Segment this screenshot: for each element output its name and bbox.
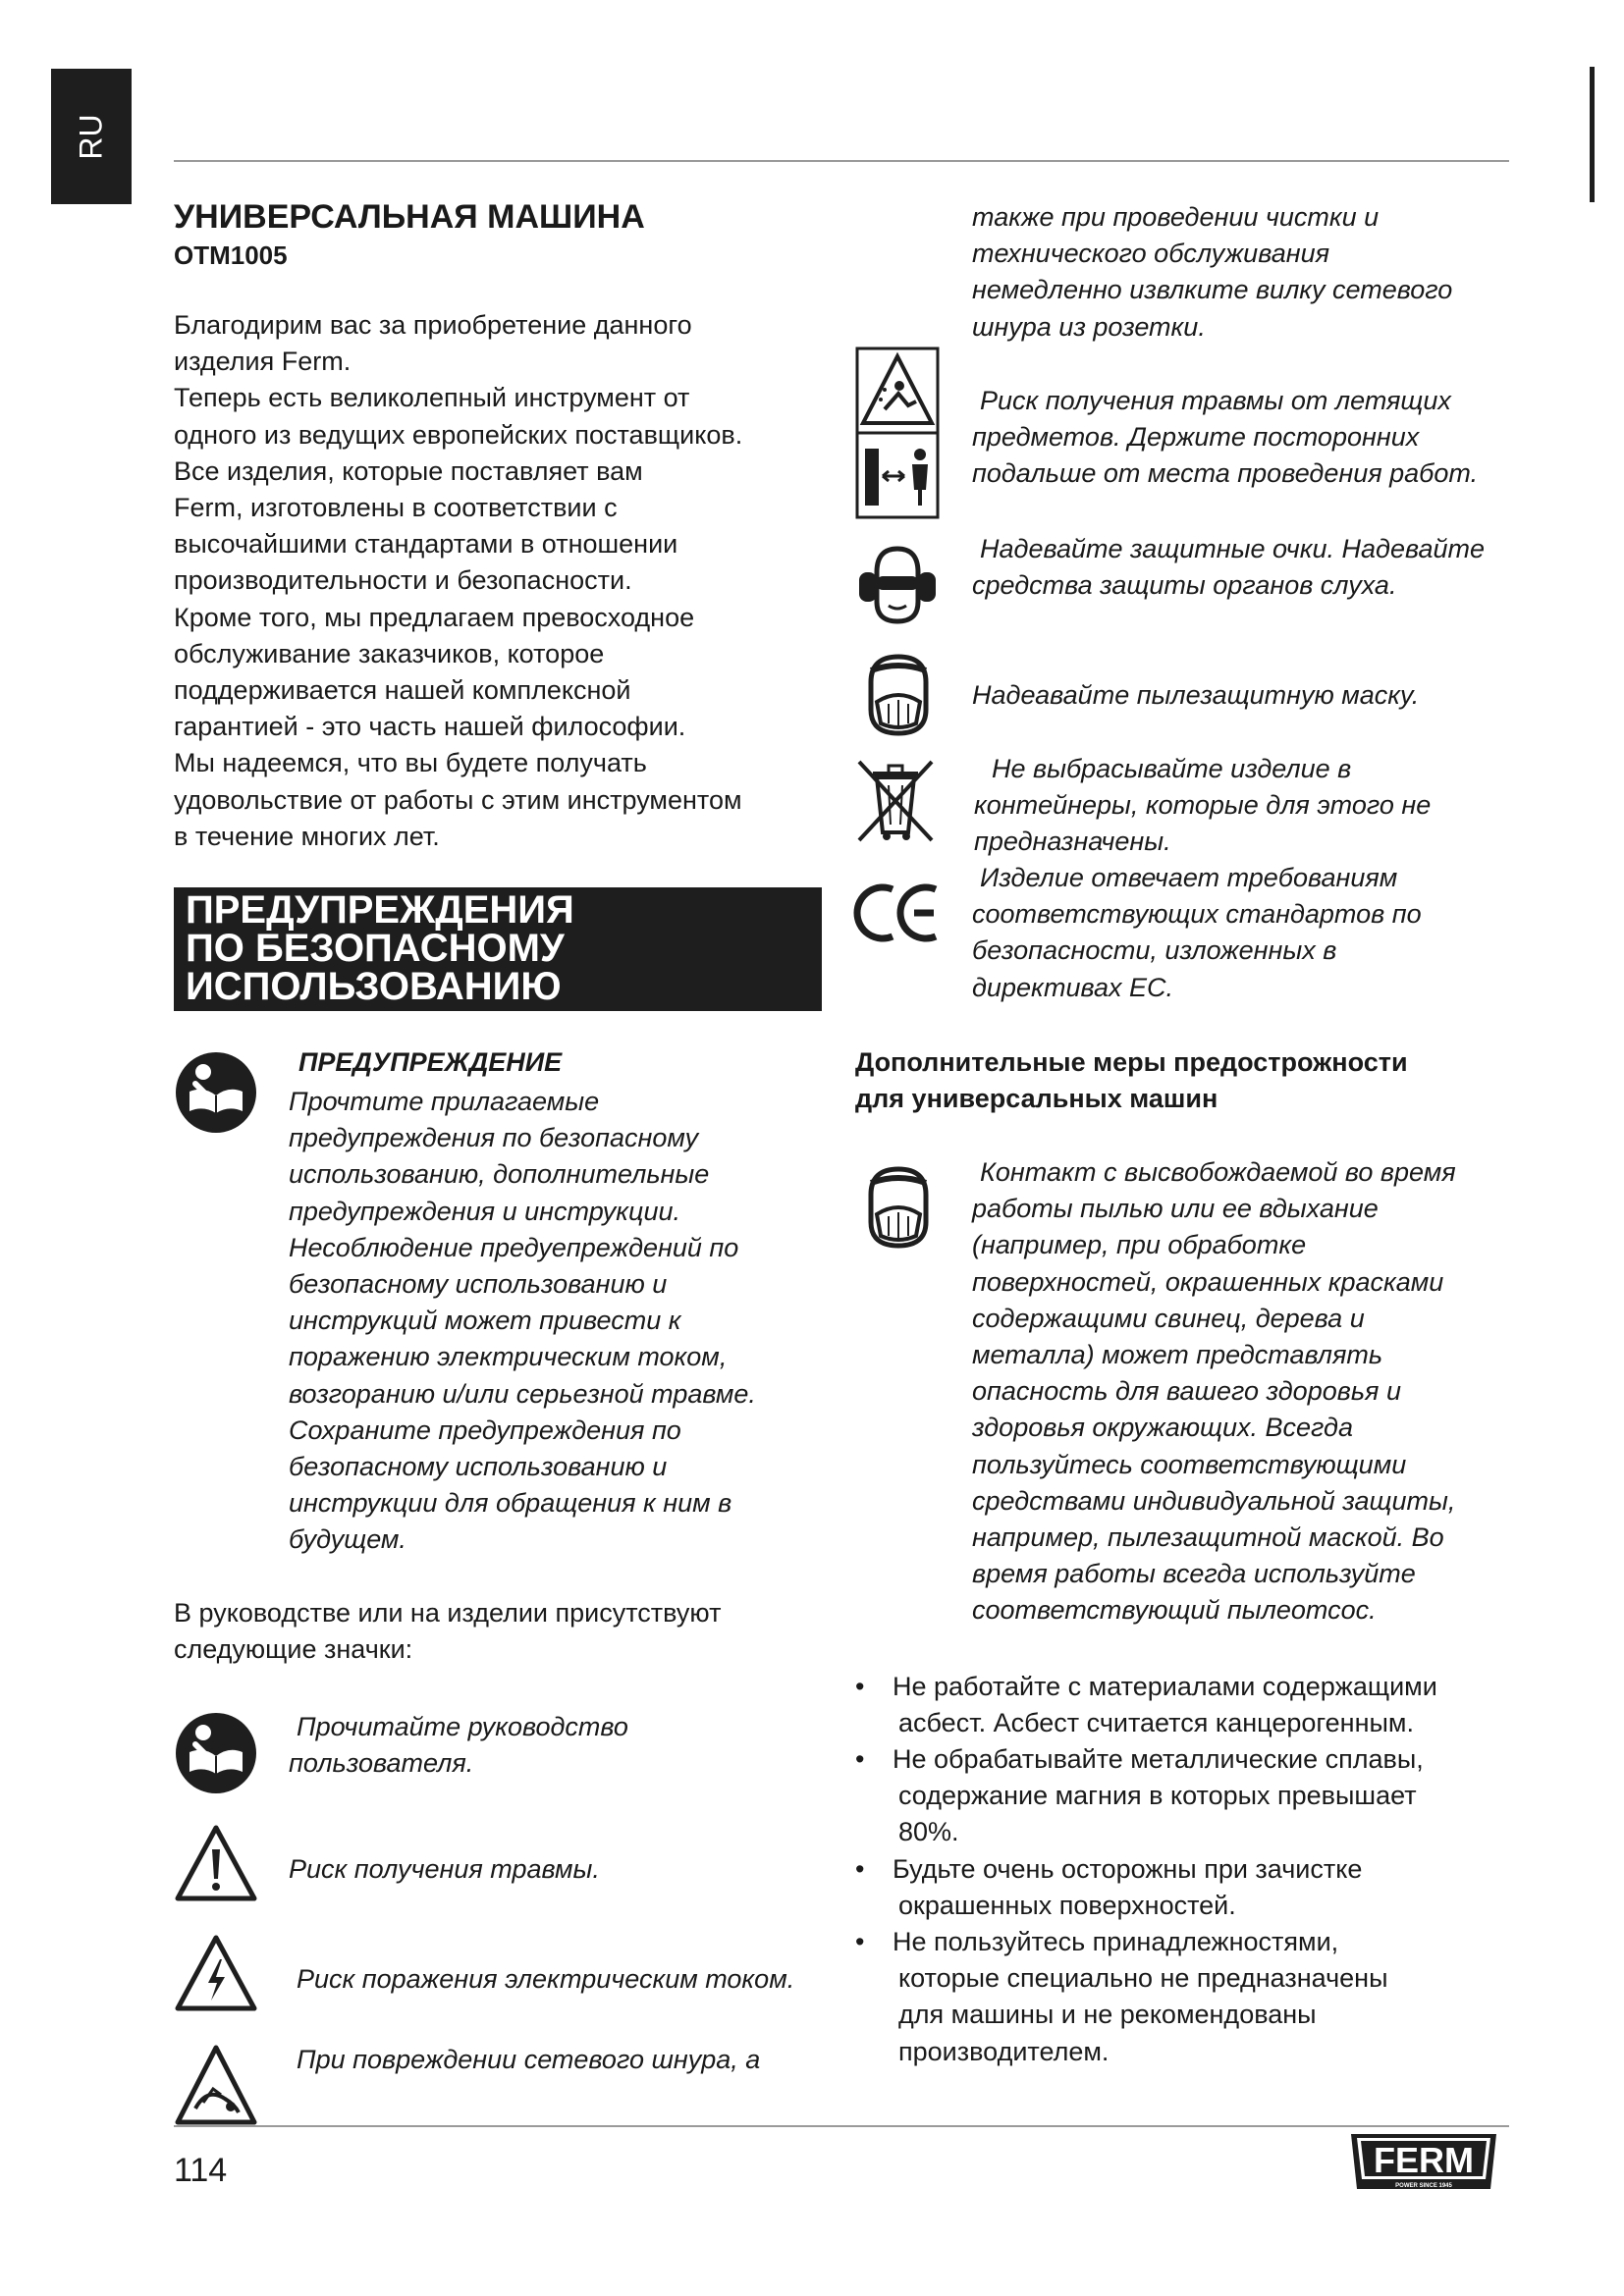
dust-warning-line: соответствующий пылеотсос. xyxy=(972,1595,1377,1626)
ce-mark-icon xyxy=(853,883,942,942)
intro-line: Кроме того, мы предлагаем превосходное xyxy=(174,602,695,632)
intro-line: Мы надеемся, что вы будете получать xyxy=(174,748,647,778)
dust-warning-line: время работы всегда используйте xyxy=(972,1559,1416,1589)
warning-triangle-icon xyxy=(174,1824,258,1902)
precautions-list: • Не работайте с материалами содержащими асбест. Асбест считается канцерогенным. • Не обрабатывайте металлические сплавы, содержание магния в которых превышает 80%. • Будьте очень осторожны при зачистке окрашенных поверхностей. • Не пользуйтесь принадлежностями, которые специально не предназначены для машины и не рекомендованы производителем. xyxy=(855,1669,1523,2179)
symbol-desc-line: предметов. Держите посторонних xyxy=(972,422,1420,453)
warning-line: предупреждения и инструкции. xyxy=(289,1196,681,1226)
list-item-line: Будьте очень осторожны при зачистке xyxy=(893,1854,1363,1884)
symbol-desc-line: контейнеры, которые для этого не xyxy=(974,790,1432,821)
dust-warning-line: содержащими свинец, дерева и xyxy=(972,1303,1365,1333)
warning-line: безопасному использованию и xyxy=(289,1269,668,1300)
dust-warning-line: опасность для вашего здоровья и xyxy=(972,1376,1401,1407)
intro-line: Теперь есть великолепный инструмент от xyxy=(174,383,690,413)
intro-line: одного из ведущих европейских поставщиков. xyxy=(174,419,743,450)
symbol-desc-cord: При повреждении сетевого шнура, а xyxy=(297,2045,761,2074)
dust-warning-line: поверхностей, окрашенных красками xyxy=(972,1266,1444,1297)
crossed-bin-icon xyxy=(853,756,938,844)
dust-warning-line: средствами индивидуальной защиты, xyxy=(972,1485,1456,1516)
list-item-line: которые специально не предназначены xyxy=(898,1963,1388,1994)
list-item-line: асбест. Асбест считается канцерогенным. xyxy=(898,1708,1414,1738)
banner-line: ПРЕДУПРЕЖДЕНИЯ xyxy=(186,888,574,932)
page-title: УНИВЕРСАЛЬНАЯ МАШИНА xyxy=(174,198,645,236)
electric-shock-icon xyxy=(174,1934,258,2012)
intro-line: высочайшими стандартами в отношении xyxy=(174,529,678,560)
symbol-desc-line: Надевайте защитные очки. Надевайте xyxy=(980,534,1486,563)
warning-line: Сохраните предупреждения по xyxy=(289,1415,681,1445)
heading-line: Дополнительные меры предострожности xyxy=(855,1047,1408,1077)
symbol-desc-manual xyxy=(289,1709,839,1782)
warning-line: предупреждения по безопасному xyxy=(289,1123,699,1153)
banner-line: ПО БЕЗОПАСНОМУ xyxy=(186,927,565,970)
intro-line: удовольствие от работы с этим инструментом xyxy=(174,784,742,815)
list-item-line: Не работайте с материалами содержащими xyxy=(893,1672,1437,1701)
model-number: OTM1005 xyxy=(174,240,288,270)
header-rule xyxy=(174,160,1509,162)
manual-icon xyxy=(174,1711,258,1795)
warning-line: возгоранию и/или серьезной травме. xyxy=(289,1378,756,1409)
symbol-desc-line: Прочитайте руководство xyxy=(297,1712,628,1741)
symbol-desc-line: технического обслуживания xyxy=(972,239,1330,269)
warning-heading: ПРЕДУПРЕЖДЕНИЕ xyxy=(298,1047,563,1077)
symbol-desc-line: подальше от места проведения работ. xyxy=(972,458,1479,489)
symbol-desc-flying-objects xyxy=(972,383,1522,493)
list-item-line: производителем. xyxy=(898,2036,1110,2066)
brand-name: FERM xyxy=(1374,2140,1474,2180)
symbol-desc-line: предназначены. xyxy=(974,827,1171,857)
banner-line: ИСПОЛЬЗОВАНИЮ xyxy=(186,965,562,1008)
cord-damage-icon xyxy=(174,2044,258,2126)
warning-line: будущем. xyxy=(289,1524,406,1555)
symbols-intro xyxy=(174,1595,841,1668)
footer-rule xyxy=(174,2125,1509,2127)
symbol-desc-line: соответствующих стандартов по xyxy=(972,899,1422,930)
intro-line: изделия Ferm. xyxy=(174,347,352,377)
dust-warning-line: работы пылью или ее вдыхание xyxy=(972,1194,1379,1224)
symbol-desc-disposal xyxy=(974,751,1524,861)
symbol-desc-injury: Риск получения травмы. xyxy=(289,1854,600,1884)
symbol-desc-line: Риск получения травмы от летящих xyxy=(980,386,1451,415)
symbol-desc-dust-mask: Надеавайте пылезащитную маску. xyxy=(972,680,1420,710)
warning-line: поражению электрическим током, xyxy=(289,1342,728,1372)
manual-icon xyxy=(174,1050,258,1135)
list-item-line: Не обрабатывайте металлические сплавы, xyxy=(893,1744,1424,1774)
intro-line: обслуживание заказчиков, которое xyxy=(174,638,605,668)
symbol-desc-line: средства защиты органов слуха. xyxy=(972,570,1397,601)
warning-line: безопасному использованию и xyxy=(289,1452,668,1482)
intro-line: производительности и безопасности. xyxy=(174,565,632,596)
list-item-line: 80%. xyxy=(898,1817,959,1847)
intro-line: Ferm, изготовлены в соответствии с xyxy=(174,493,618,523)
symbol-desc-goggles xyxy=(972,531,1522,604)
heading-line: для универсальных машин xyxy=(855,1084,1218,1113)
list-item-line: для машины и не рекомендованы xyxy=(898,2000,1317,2030)
intro-line: Благодирим вас за приобретение данного xyxy=(174,310,692,340)
symbol-desc-cord-continued xyxy=(972,199,1522,346)
additional-precautions-heading xyxy=(855,1044,1523,1117)
flying-objects-icon xyxy=(855,347,940,519)
list-item-line: окрашенных поверхностей. xyxy=(898,1891,1236,1921)
list-item-line: Не пользуйтесь принадлежностями, xyxy=(893,1927,1339,1956)
warning-line: Несоблюдение предуепреждений по xyxy=(289,1232,739,1262)
warning-line: использованию, дополнительные xyxy=(289,1159,710,1190)
warning-text xyxy=(289,1084,839,1559)
dust-warning-line: здоровья окружающих. Всегда xyxy=(972,1413,1353,1443)
symbol-desc-line: шнура из розетки. xyxy=(972,311,1206,342)
symbol-desc-line: пользователя. xyxy=(289,1748,474,1779)
dust-warning-line: металла) может представлять xyxy=(972,1340,1383,1370)
intro-line: поддерживается нашей комплексной xyxy=(174,675,631,706)
dust-mask-icon xyxy=(863,1165,934,1250)
warning-line: Прочтите прилагаемые xyxy=(289,1087,600,1116)
intro-line: в течение многих лет. xyxy=(174,821,440,851)
symbol-desc-line: директивах ЕС. xyxy=(972,972,1174,1002)
symbol-desc-line: немедленно извлките вилку сетевого xyxy=(972,275,1453,305)
dust-warning-line: (например, при обработке xyxy=(972,1230,1307,1260)
symbol-desc-line: также при проведении чистки и xyxy=(972,202,1380,232)
symbol-desc-line: Не выбрасывайте изделие в xyxy=(992,754,1352,783)
dust-warning-text xyxy=(972,1154,1542,1629)
warning-line: инструкций может привести к xyxy=(289,1306,681,1336)
goggles-earmuffs-icon xyxy=(855,543,940,627)
intro-line: Все изделия, которые поставляет вам xyxy=(174,455,643,486)
symbol-desc-line: безопасности, изложенных в xyxy=(972,935,1337,966)
dust-warning-line: Контакт с высвобождаемой во время xyxy=(980,1157,1456,1187)
intro-line: гарантией - это часть нашей философии. xyxy=(174,712,686,742)
intro-paragraph xyxy=(174,307,841,855)
language-tab xyxy=(51,69,132,204)
symbols-intro-line: следующие значки: xyxy=(174,1634,413,1665)
safety-banner xyxy=(174,887,822,1011)
symbol-desc-ce xyxy=(972,860,1522,1006)
warning-line: инструкции для обращения к ним в xyxy=(289,1488,732,1519)
dust-warning-line: например, пылезащитной маской. Во xyxy=(972,1522,1444,1553)
symbol-desc-line: Изделие отвечает требованиям xyxy=(980,863,1398,892)
language-label: RU xyxy=(73,113,109,160)
symbols-intro-line: В руководстве или на изделии присутствуют xyxy=(174,1598,722,1628)
page-number: 114 xyxy=(174,2152,228,2189)
dust-mask-icon xyxy=(863,653,934,737)
brand-tagline: POWER SINCE 1945 xyxy=(1395,2183,1452,2189)
symbol-desc-shock: Риск поражения электрическим током. xyxy=(297,1964,795,1994)
list-item-line: содержание магния в которых превышает xyxy=(898,1781,1417,1811)
dust-warning-line: пользуйтесь соответствующими xyxy=(972,1449,1407,1479)
ferm-logo xyxy=(1345,2130,1502,2193)
edge-marker xyxy=(1590,67,1595,202)
